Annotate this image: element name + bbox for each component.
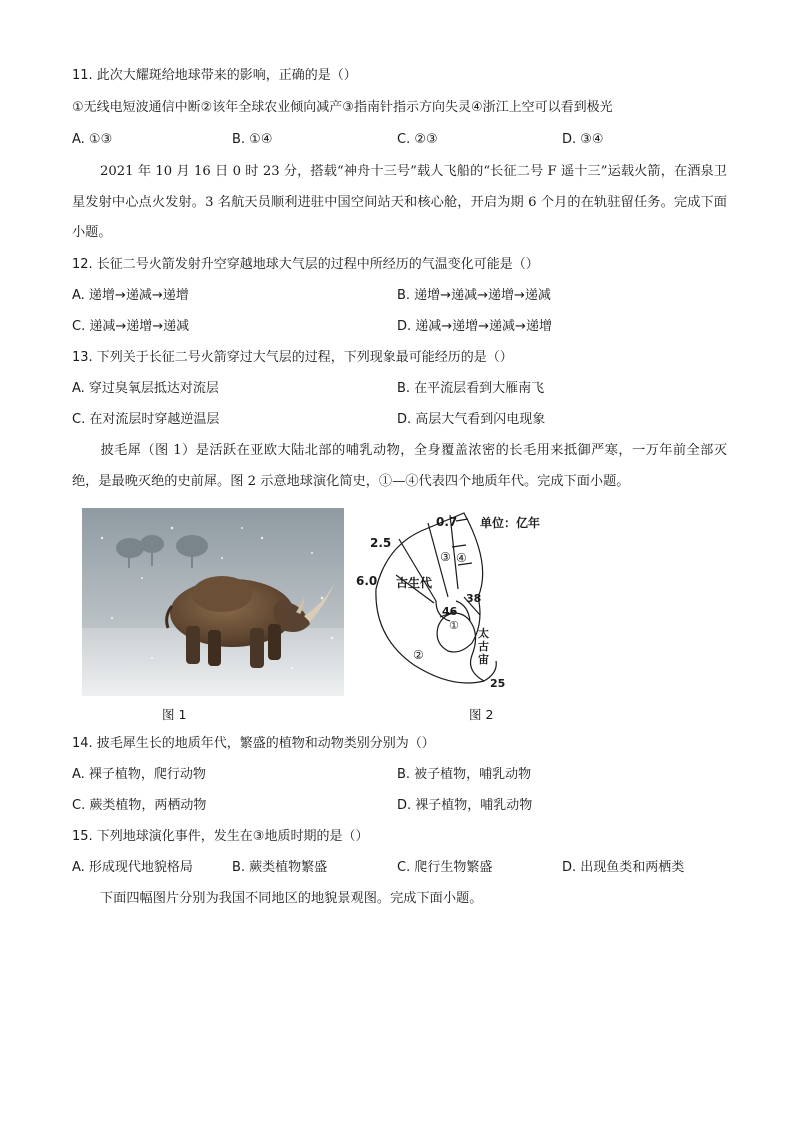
q13-stem: 13. 下列关于长征二号火箭穿过大气层的过程，下列现象最可能经历的是（） — [72, 350, 513, 365]
label-archean-1: 太 — [478, 627, 489, 640]
q11-statement: ①无线电短波通信中断②该年全球农业倾向减产③指南针指示方向失灵④浙江上空可以看到极光 — [72, 100, 613, 115]
geologic-history-diagram — [356, 505, 556, 695]
passage-landforms — [72, 884, 727, 915]
q13-option-d: D. 高层大气看到闪电现象 — [397, 412, 546, 427]
figure1-caption: 图 1 — [162, 707, 187, 722]
q13-option-b: B. 在平流层看到大雁南飞 — [397, 381, 545, 396]
label-25: 25 — [490, 677, 506, 690]
q12-option-a: A. 递增→递减→递增 — [72, 288, 189, 303]
passage-landforms-text: 下面四幅图片分别为我国不同地区的地貌景观图。完成下面小题。 — [100, 891, 483, 906]
woolly-rhino-illustration — [82, 508, 344, 696]
q11-option-b: B. ①④ — [232, 132, 273, 147]
label-unit: 单位：亿年 — [480, 516, 541, 530]
q11-option-d: D. ③④ — [562, 132, 604, 147]
passage-rhino — [72, 436, 727, 497]
label-archean-2: 古 — [478, 640, 489, 653]
q15-option-a: A. 形成现代地貌格局 — [72, 860, 193, 875]
q14-option-c: C. 蕨类植物，两栖动物 — [72, 798, 207, 813]
q13-option-c: C. 在对流层时穿越逆温层 — [72, 412, 220, 427]
label-era-3: ③ — [440, 550, 451, 564]
q12-stem: 12. 长征二号火箭发射升空穿越地球大气层的过程中所经历的气温变化可能是（） — [72, 257, 539, 272]
q12-option-b: B. 递增→递减→递增→递减 — [397, 288, 551, 303]
q15-option-b: B. 蕨类植物繁盛 — [232, 860, 328, 875]
q15-option-d: D. 出现鱼类和两栖类 — [562, 860, 685, 875]
passage-rhino-text: 披毛犀（图 1）是活跃在亚欧大陆北部的哺乳动物，全身覆盖浓密的长毛用来抵御严寒，一万年前全部灭绝，是最晚灭绝的史前犀。图 2 示意地球演化简史，①—④代表四个地质年代。完成下面小题。 — [72, 443, 727, 489]
label-46: 46 — [442, 605, 458, 618]
label-6-0: 6.0 — [356, 574, 378, 588]
label-38: 38 — [466, 592, 482, 605]
q14-option-d: D. 裸子植物，哺乳动物 — [397, 798, 533, 813]
label-era-1: ① — [449, 619, 459, 632]
q15-stem: 15. 下列地球演化事件，发生在③地质时期的是（） — [72, 829, 369, 844]
q12-option-d: D. 递减→递增→递减→递增 — [397, 319, 552, 334]
label-0-7: 0.7 — [436, 515, 458, 529]
label-2-5: 2.5 — [370, 536, 392, 550]
passage-rocket — [72, 157, 727, 249]
q14-stem: 14. 披毛犀生长的地质年代，繁盛的植物和动物类别分别为（） — [72, 736, 435, 751]
woolly-rhino-photo — [82, 508, 344, 696]
q15-option-c: C. 爬行生物繁盛 — [397, 860, 493, 875]
label-era-2: ② — [413, 648, 424, 662]
q11-option-a: A. ①③ — [72, 132, 113, 147]
label-era-4: ④ — [456, 551, 467, 565]
q14-option-b: B. 被子植物，哺乳动物 — [397, 767, 532, 782]
geologic-spiral-svg — [356, 505, 556, 695]
figure2-caption: 图 2 — [469, 707, 494, 722]
q13-option-a: A. 穿过臭氧层抵达对流层 — [72, 381, 219, 396]
q11-option-c: C. ②③ — [397, 132, 438, 147]
label-archean-3: 宙 — [478, 653, 489, 666]
q11-stem: 11. 此次大耀斑给地球带来的影响，正确的是（） — [72, 68, 357, 83]
passage-rocket-text: 2021 年 10 月 16 日 0 时 23 分，搭载“神舟十三号”载人飞船的“长征二号 F 遥十三”运载火箭，在酒泉卫星发射中心点火发射。3 名航天员顺利进驻中国空间站天和核心舱，开启为期 6 个月的在轨驻留任务。完成下面小题。 — [72, 164, 727, 240]
label-paleozoic: 古生代 — [396, 576, 433, 590]
q14-option-a: A. 裸子植物，爬行动物 — [72, 767, 206, 782]
q12-option-c: C. 递减→递增→递减 — [72, 319, 190, 334]
